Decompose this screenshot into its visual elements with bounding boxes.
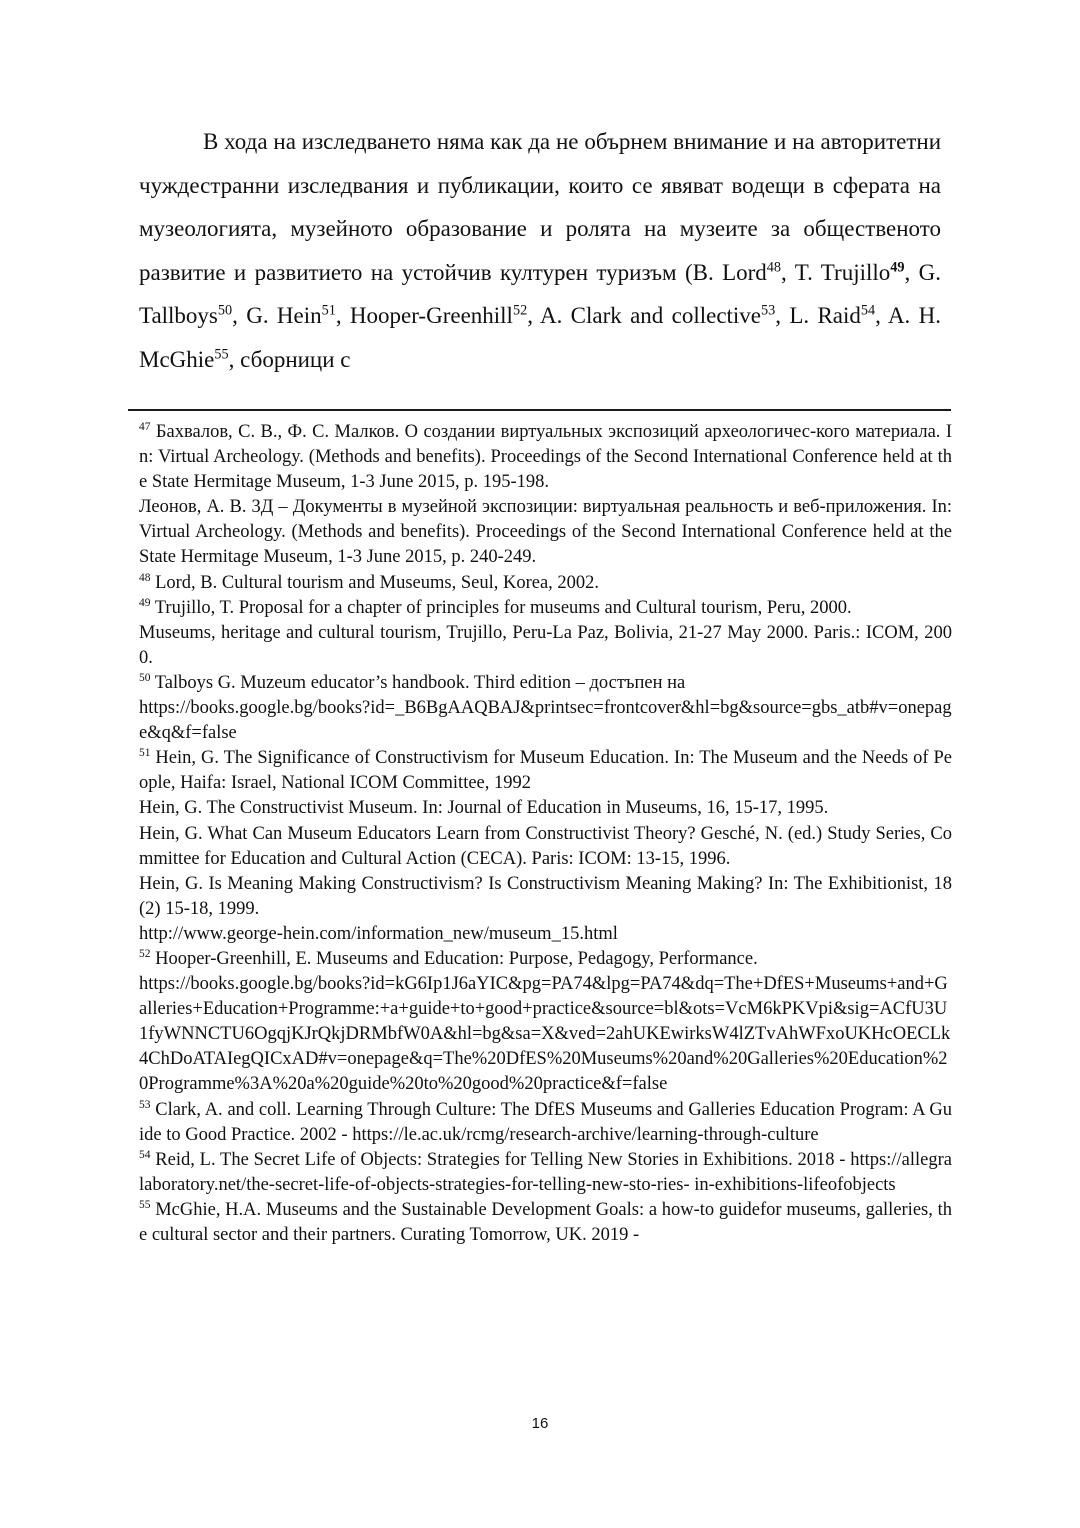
footnote-entry (139, 1198, 952, 1248)
footnote-entry (139, 495, 952, 570)
footnote-text: Леонов, А. В. 3Д – Документы в музейной экспозиции: виртуальная реальность и веб-приложения. In: Virtual Archeology. (Methods and benefits). Proceedings of the Second International Conference held at the State Hermitage Museum, 1-3 June 2015, p. 240-249. (139, 497, 952, 568)
paragraph-text: В хода на изследването няма как да не обърнем внимание и на авторитетни чуждестранни изследвания и публикации, които се явяват водещи в сферата на музеологията, музейното образование и ролята на музеите за общественото развитие и развитието на устойчив културен туризъм (B. Lord (139, 129, 941, 285)
footnote-ref-55: 55 (214, 346, 229, 363)
footnote-url[interactable]: https://books.google.bg/books?id=kG6Ip1J6aYIC&pg=PA74&lpg=PA74&dq=The+DfES+Museums+and+Galleries+Education+Programme:+a+guide+to+good+practice&source=bl&ots=VcM6kPKVpi&sig=ACfU3U1fyWNNCTU6OgqjKJrQkjDRMbfW0A&hl=bg&sa=X&ved=2ahUKEwirksW4lZTvAhWFxoUKHcOECLk4ChDoATAIegQICxAD#v=onepage&q=The%20DfES%20Museums%20and%20Galleries%20Education%20Programme%3A%20a%20guide%20to%20good%20practice&f=false (139, 974, 951, 1095)
footnote-entry (139, 872, 952, 922)
footnote-text: Clark, A. and coll. Learning Through Culture: The DfES Museums and Galleries Education Program: A Guide to Good Practice. 2002 - https://le.ac.uk/rcmg/research-archive/learning-through-culture (139, 1099, 952, 1145)
footnote-separator (128, 409, 951, 411)
paragraph-text: , G. Tallboys (139, 259, 941, 329)
footnote-entry (139, 571, 952, 596)
footnote-text: Hein, G. What Can Museum Educators Learn from Constructivist Theory? Gesché, N. (ed.) Study Series, Committee for Education and Cultural Action (CECA). Paris: ICOM: 13-15, 1996. (139, 823, 952, 869)
paragraph-text: , сборници с (228, 346, 351, 372)
footnote-entry (139, 1098, 952, 1148)
paragraph-text: , A. H. McGhie (139, 303, 941, 372)
paragraph-text: , Hooper-Greenhill (335, 303, 513, 329)
footnote-number: 55 (139, 1198, 151, 1211)
footnote-entry (139, 796, 952, 821)
footnote-number: 51 (139, 747, 151, 760)
footnote-text: Hein, G. Is Meaning Making Constructivism? Is Constructivism Meaning Making? In: The Exhibitionist, 18(2) 15-18, 1999. (139, 873, 952, 919)
footnote-text: McGhie, H.A. Museums and the Sustainable Development Goals: a how-to guidefor museums, galleries, the cultural sector and their partners. Curating Tomorrow, UK. 2019 - (139, 1199, 952, 1245)
paragraph-text: , A. Clark and collective (527, 303, 762, 329)
footnote-entry (139, 822, 952, 872)
footnote-ref-54: 54 (860, 302, 876, 319)
footnote-ref-50: 50 (217, 302, 233, 319)
footnote-text: Hooper-Greenhill, E. Museums and Education: Purpose, Pedagogy, Performance. (150, 948, 758, 969)
footnote-text: Trujillo, T. Proposal for a chapter of principles for museums and Cultural tourism, Peru, 2000. (150, 597, 852, 618)
paragraph-text: , L. Raid (775, 303, 861, 329)
footnote-ref-48: 48 (766, 259, 782, 276)
footnote-ref-53: 53 (761, 302, 776, 319)
footnote-ref-51: 51 (321, 302, 336, 319)
paragraph-text: , G. Hein (232, 303, 322, 329)
footnote-text: Museums, heritage and cultural tourism, Trujillo, Peru-La Paz, Bolivia, 21-27 May 2000. Paris.: ICOM, 2000. (139, 622, 952, 668)
footnote-url[interactable]: http://www.george-hein.com/information_new/museum_15.html (139, 923, 618, 944)
footnote-text: Reid, L. The Secret Life of Objects: Strategies for Telling New Stories in Exhibitions. 2018 - https://allegralaboratory.net/the-secret-life-of-objects-strategies-for-telling-new-sto-ries- in-exhibitions-lifeofobjects (139, 1149, 952, 1195)
footnote-url[interactable]: https://books.google.bg/books?id=_B6BgAAQBAJ&printsec=frontcover&hl=bg&source=gbs_atb#v=onepage&q&f=false (139, 698, 952, 744)
footnote-ref-52: 52 (512, 302, 528, 319)
footnote-link[interactable] (139, 972, 952, 1097)
footnote-link[interactable] (139, 922, 952, 947)
footnote-number: 49 (139, 596, 151, 609)
footnote-text: Talboys G. Muzeum educator’s handbook. Third edition – достъпен на (150, 672, 686, 693)
footnote-entry (139, 596, 952, 621)
footnote-entry (139, 1148, 952, 1198)
footnote-entry (139, 420, 952, 495)
footnote-entry (139, 746, 952, 796)
footnote-number: 50 (139, 671, 151, 684)
footnote-entry (139, 621, 952, 671)
footnote-number: 48 (139, 571, 151, 584)
footnote-link[interactable] (139, 696, 952, 746)
footnote-ref-49: 49 (890, 259, 905, 276)
footnote-number: 53 (139, 1098, 151, 1111)
footnote-number: 47 (139, 420, 151, 433)
body-paragraph (139, 120, 941, 382)
footnotes (139, 420, 952, 1248)
footnote-text: Lord, B. Cultural tourism and Museums, Seul, Korea, 2002. (150, 572, 600, 593)
page-number: 16 (531, 1415, 549, 1432)
footnote-entry (139, 671, 952, 696)
footnote-text: Hein, G. The Significance of Constructivism for Museum Education. In: The Museum and the Needs of People, Haifa: Israel, National ICOM Committee, 1992 (139, 748, 952, 794)
footnote-number: 52 (139, 947, 151, 960)
paragraph-text: , T. Trujillo (781, 259, 891, 285)
footnote-text: Hein, G. The Constructivist Museum. In: Journal of Education in Museums, 16, 15-17, 1995. (139, 798, 829, 819)
footnote-entry (139, 947, 952, 972)
footnote-text: Бахвалов, С. В., Ф. С. Малков. О создании виртуальных экспозиций археологичес-кого материала. In: Virtual Archeology. (Methods and benefits). Proceedings of the Second International Conference held at the State Hermitage Museum, 1-3 June 2015, p. 195-198. (139, 422, 952, 493)
footnote-number: 54 (139, 1148, 151, 1161)
